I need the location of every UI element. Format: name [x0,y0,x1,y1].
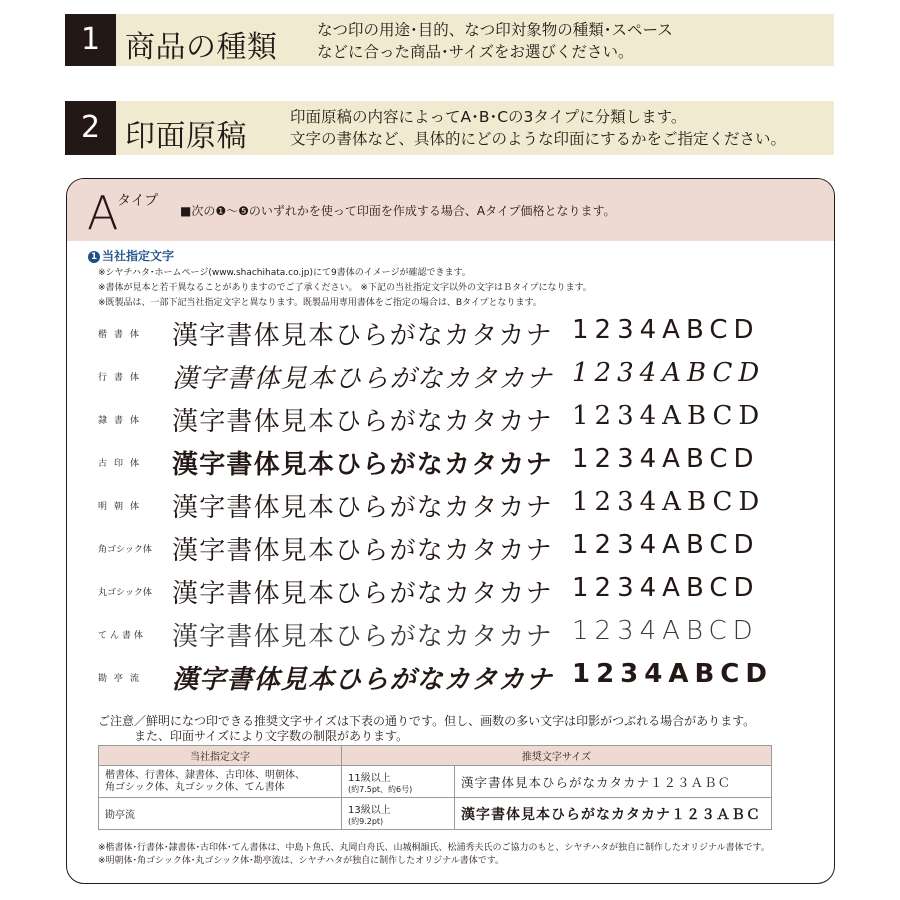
font-sample-text: 漢字書体見本ひらがなカタカナ [172,622,553,652]
table-header: 当社指定文字 [99,746,342,766]
font-sample-numbers: 1234ABCD [572,315,760,345]
size-sub: (約9.2pt) [348,816,384,826]
font-label: 古印体 [98,459,147,469]
font-label: 勘亭流 [98,674,147,684]
table-cell-size [342,798,455,830]
font-sample-text: 漢字書体見本ひらがなカタカナ [172,665,553,695]
section-title-text: 当社指定文字 [102,249,175,263]
section-title [88,247,174,264]
table-cell-fonts: 勘亭流 [99,798,342,830]
font-sample-numbers: 1234ABCD [572,487,766,517]
font-sample-maru-gothic [67,571,834,611]
font-sample-koin [67,442,834,482]
step-number: 2 [65,101,116,155]
font-label: てん書体 [98,631,147,641]
font-sample-mincho [67,485,834,525]
font-sample-tensho [67,614,834,654]
font-sample-numbers: 1234ABCD [572,573,760,603]
font-sample-text: 漢字書体見本ひらがなカタカナ [172,321,553,351]
font-sample-text: 漢字書体見本ひらがなカタカナ [172,364,553,394]
step-description: なつ印の用途･目的、なつ印対象物の種類･スペース などに合った商品･サイズをお選びください。 [317,21,673,61]
step-description: 印面原稿の内容によってA･B･Cの3タイプに分類します。 文字の書体など、具体的にどのような印面にするかをご指定ください。 [290,108,787,148]
font-label: 楷書体 [98,330,147,340]
font-sample-kanteiryu [67,657,834,697]
table-cell-sample: 漢字書体見本ひらがなカタカナ１２３ＡＢＣ [455,766,772,798]
font-sample-text: 漢字書体見本ひらがなカタカナ [172,579,553,609]
font-sample-numbers: 1234ABCD [572,616,759,646]
font-sample-kaisho [67,313,834,353]
type-a-panel [66,178,835,884]
font-sample-reisho [67,399,834,439]
font-sample-kaku-gothic [67,528,834,568]
table-header: 推奨文字サイズ [342,746,772,766]
font-sample-numbers: 1234ABCD [572,444,760,474]
type-a-header [67,179,834,241]
step-2-header [65,101,834,155]
font-label: 隷書体 [98,416,147,426]
table-header-row [99,746,772,766]
step-title: 印面原稿 [125,119,247,154]
size-sub: (約7.5pt、約6号) [348,784,413,794]
footnote: ※明朝体･角ゴシック体･丸ゴシック体･勘亭流は、シヤチハタが独自に制作したオリジナル書体です。 [98,856,504,866]
step-number: 1 [65,14,116,66]
step-1-header [65,14,834,66]
font-sample-gyosho [67,356,834,396]
table-cell-size [342,766,455,798]
font-sample-text: 漢字書体見本ひらがなカタカナ [172,536,553,566]
table-row [99,798,772,830]
table-cell-sample: 漢字書体見本ひらがなカタカナ１２３ＡＢＣ [455,798,772,830]
table-row [99,766,772,798]
font-sample-text: 漢字書体見本ひらがなカタカナ [172,493,553,523]
circled-number-icon: 1 [88,251,100,263]
font-sample-numbers: 1234ABCD [572,358,766,388]
caution-text: ご注意／鮮明になつ印できる推奨文字サイズは下表の通りです。但し、画数の多い文字は印影がつぶれる場合があります。 また、印面サイズにより文字数の制限があります。 [98,714,756,743]
font-sample-numbers: 1234ABCD [572,530,760,560]
size-value: 11級以上 [348,772,391,784]
footnote: ※楷書体･行書体･隷書体･古印体･てん書体は、中島ト魚氏、丸岡白舟氏、山城桐韻氏、松浦秀夫氏のご協力のもと、シヤチハタが独自に制作したオリジナル書体です。 [98,843,770,853]
size-value: 13級以上 [348,804,391,816]
type-letter: A [87,186,119,240]
font-label: 丸ゴシック体 [98,588,152,598]
note: ※既製品は、一部下記当社指定文字と異なります。既製品用専用書体をご指定の場合は、Bタイプとなります。 [98,298,542,308]
font-sample-numbers: 1234ABCD [572,401,766,431]
font-label: 明朝体 [98,502,147,512]
font-sample-text: 漢字書体見本ひらがなカタカナ [172,407,553,437]
recommended-size-table [98,745,772,830]
table-cell-fonts: 楷書体、行書体、隷書体、古印体、明朝体、 角ゴシック体、丸ゴシック体、てん書体 [99,766,342,798]
font-sample-text: 漢字書体見本ひらがなカタカナ [172,450,553,480]
type-description: ■次の❶～❺のいずれかを使って印面を作成する場合、Aタイプ価格となります。 [180,204,616,218]
note: ※シヤチハタ･ホームページ(www.shachihata.co.jp)にて9書体のイメージが確認できます。 [98,268,471,278]
font-label: 行書体 [98,373,147,383]
font-sample-numbers: 1234ABCD [572,659,773,689]
note: ※書体が見本と若干異なることがありますのでご了承ください。 ※下記の当社指定文字以外の文字はＢタイプになります。 [98,283,592,293]
font-label: 角ゴシック体 [98,545,152,555]
type-word: タイプ [117,193,159,209]
step-title: 商品の種類 [125,30,278,65]
